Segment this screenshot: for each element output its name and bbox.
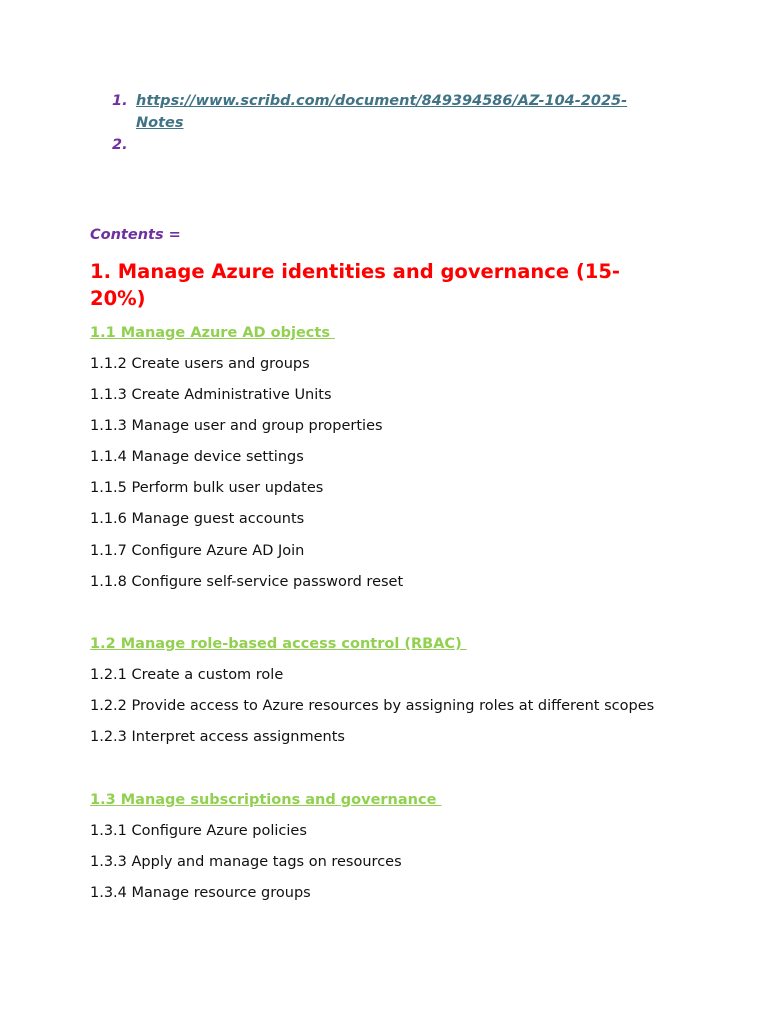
- toc-item: 1.2.2 Provide access to Azure resources by assigning roles at different scopes: [90, 698, 655, 714]
- toc-item: 1.2.1 Create a custom role: [90, 667, 284, 683]
- toc-item: 1.1.8 Configure self-service password reset: [90, 574, 404, 590]
- toc-item: 1.2.3 Interpret access assignments: [90, 729, 345, 745]
- reference-list: [112, 90, 672, 153]
- reference-number: 2.: [112, 137, 128, 153]
- section-heading: 1. Manage Azure identities and governance (15-20%): [90, 260, 621, 310]
- toc-item: 1.3.4 Manage resource groups: [90, 885, 311, 901]
- subsection-title[interactable]: 1.3 Manage subscriptions and governance: [90, 792, 442, 808]
- toc-item: 1.1.3 Manage user and group properties: [90, 418, 383, 434]
- toc-item: 1.1.6 Manage guest accounts: [90, 511, 305, 527]
- subsection-title[interactable]: 1.2 Manage role-based access control (RBAC): [90, 636, 467, 652]
- toc-item: 1.1.2 Create users and groups: [90, 356, 310, 372]
- reference-item: [112, 90, 672, 134]
- toc-item: 1.1.4 Manage device settings: [90, 449, 304, 465]
- toc-item: 1.1.5 Perform bulk user updates: [90, 480, 324, 496]
- reference-link[interactable]: https://www.scribd.com/document/849394586/AZ-104-2025-Notes: [136, 93, 628, 131]
- toc-item: 1.3.1 Configure Azure policies: [90, 823, 307, 839]
- toc-item: 1.1.7 Configure Azure AD Join: [90, 543, 305, 559]
- subsection-title[interactable]: 1.1 Manage Azure AD objects: [90, 325, 335, 341]
- contents-label: Contents =: [90, 227, 181, 243]
- toc-item: 1.1.3 Create Administrative Units: [90, 387, 332, 403]
- toc-item: 1.3.3 Apply and manage tags on resources: [90, 854, 402, 870]
- reference-number: 1.: [112, 93, 128, 109]
